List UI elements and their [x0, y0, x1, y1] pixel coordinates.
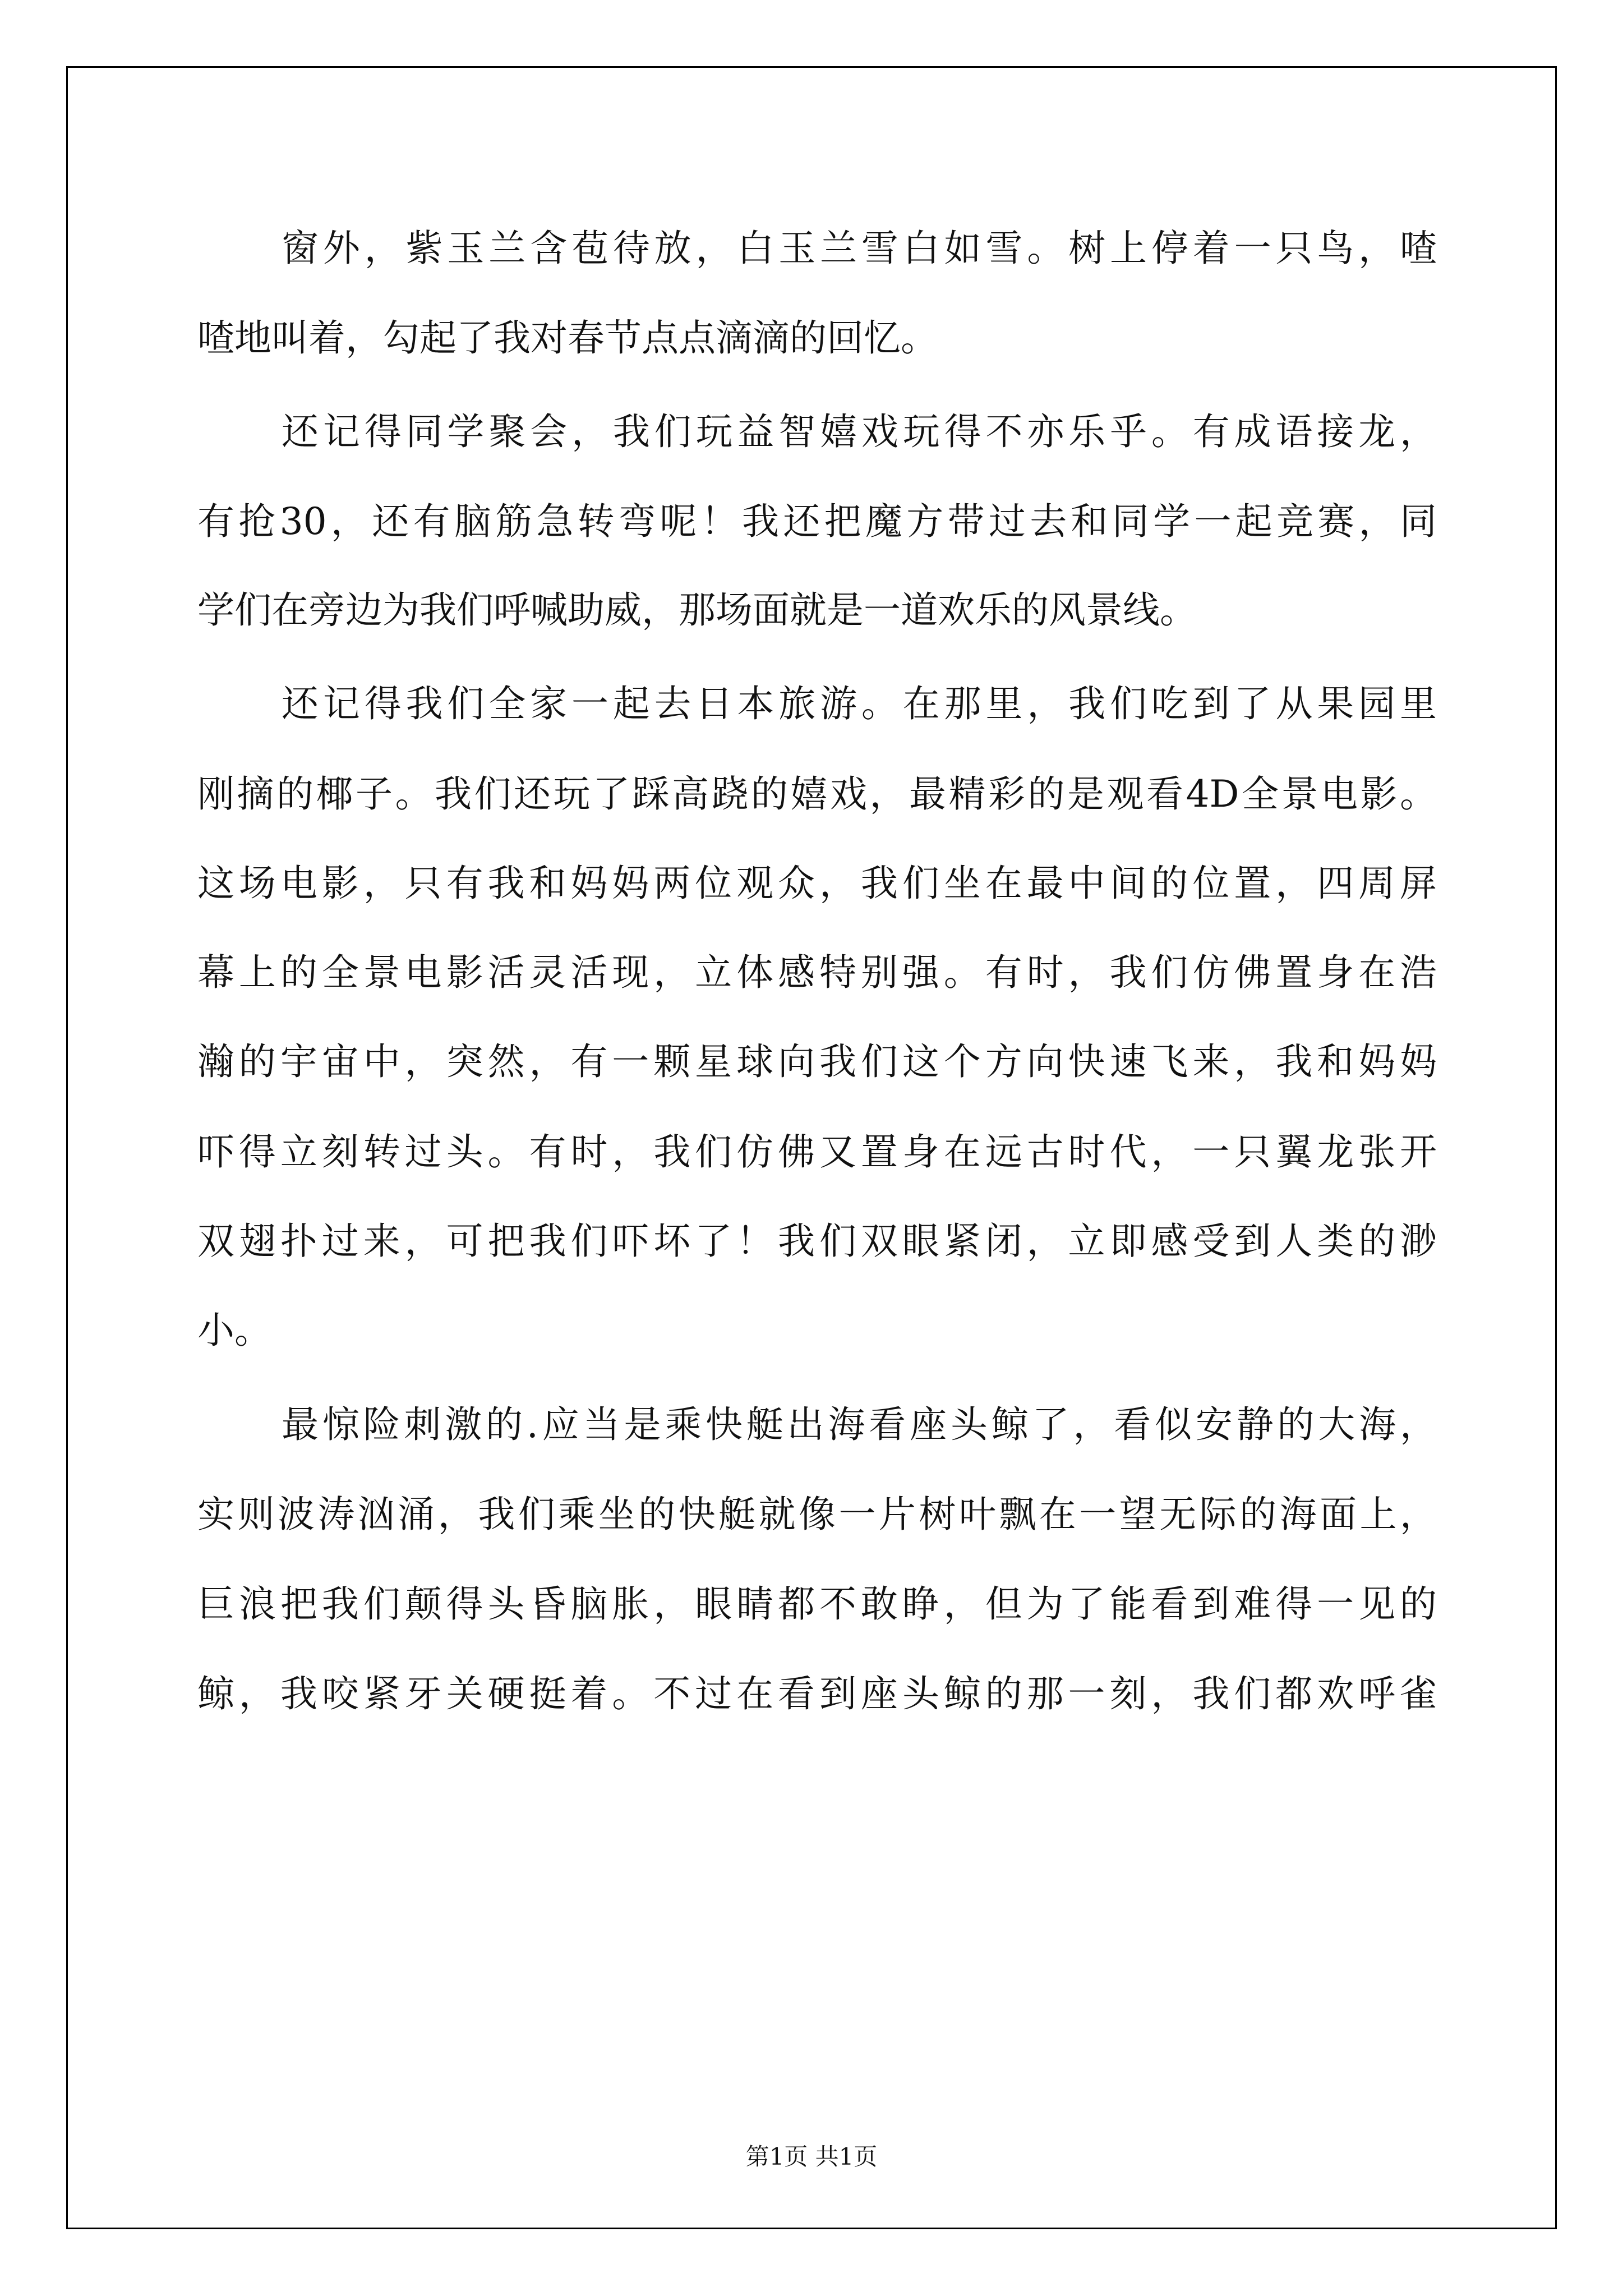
paragraph-3-line-8: 小。 — [197, 1309, 271, 1352]
paragraph-3-line-5: 瀚的宇宙中，突然，有一颗星球向我们这个方向快速飞来，我和妈妈 — [197, 1040, 1437, 1083]
paragraph-2-line-2: 有抢30，还有脑筋急转弯呢！我还把魔方带过去和同学一起竞赛，同 — [197, 500, 1437, 543]
paragraph-4-line-3: 巨浪把我们颠得头昏脑胀，眼睛都不敢睁，但为了能看到难得一见的 — [197, 1582, 1437, 1626]
paragraph-2-line-3: 学们在旁边为我们呼喊助威，那场面就是一道欢乐的风景线。 — [197, 588, 1197, 632]
paragraph-3-line-7: 双翅扑过来，可把我们吓坏了！我们双眼紧闭，立即感受到人类的渺 — [197, 1220, 1437, 1263]
paragraph-3-line-4: 幕上的全景电影活灵活现，立体感特别强。有时，我们仿佛置身在浩 — [197, 951, 1437, 994]
paragraph-4-line-2: 实则波涛汹涌，我们乘坐的快艇就像一片树叶飘在一望无际的海面上， — [197, 1493, 1437, 1536]
paragraph-3-line-6: 吓得立刻转过头。有时，我们仿佛又置身在远古时代，一只翼龙张开 — [197, 1130, 1437, 1174]
paragraph-3-line-3: 这场电影，只有我和妈妈两位观众，我们坐在最中间的位置，四周屏 — [197, 862, 1437, 905]
paragraph-2-line-1: 还记得同学聚会，我们玩益智嬉戏玩得不亦乐乎。有成语接龙， — [282, 410, 1437, 453]
paragraph-4-line-4: 鲸，我咬紧牙关硬挺着。不过在看到座头鲸的那一刻，我们都欢呼雀 — [197, 1672, 1437, 1715]
paragraph-4-line-1: 最惊险刺激的.应当是乘快艇出海看座头鲸了，看似安静的大海， — [282, 1403, 1437, 1446]
paragraph-1-line-2: 喳地叫着，勾起了我对春节点点滴滴的回忆。 — [197, 316, 938, 360]
paragraph-3-line-2: 刚摘的椰子。我们还玩了踩高跷的嬉戏，最精彩的是观看4D全景电影。 — [197, 772, 1437, 816]
paragraph-3-line-1: 还记得我们全家一起去日本旅游。在那里，我们吃到了从果园里 — [282, 682, 1437, 725]
paragraph-1-line-1: 窗外，紫玉兰含苞待放，白玉兰雪白如雪。树上停着一只鸟，喳 — [282, 227, 1437, 270]
page-number-footer: 第1页 共1页 — [745, 2143, 878, 2170]
